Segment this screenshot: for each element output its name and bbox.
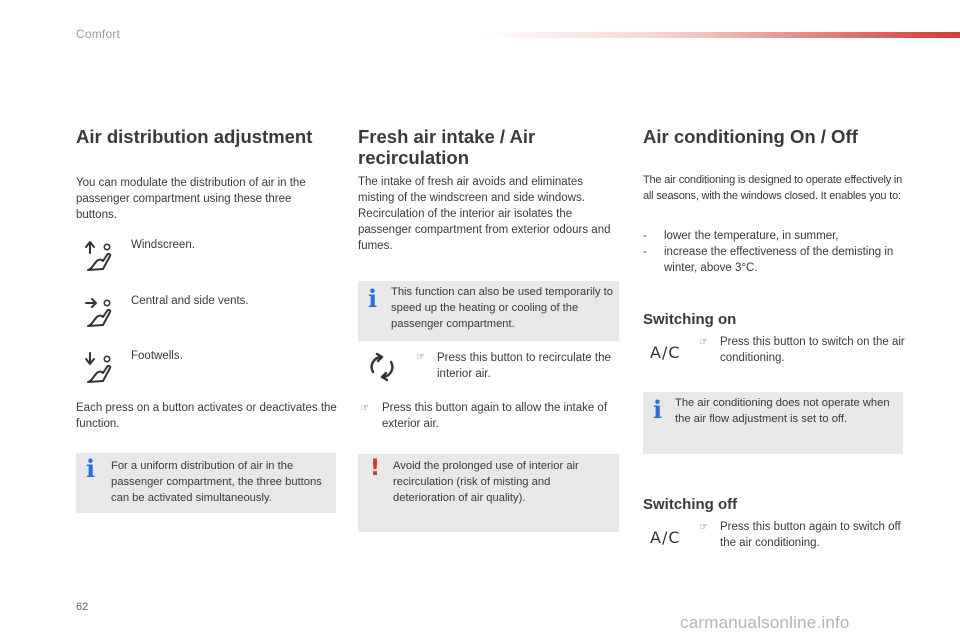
hand-pointer-icon: ☞: [416, 352, 425, 363]
fresh-air-title: [358, 126, 618, 168]
warning-note-box: [358, 454, 619, 532]
hand-pointer-icon: ☞: [699, 522, 708, 533]
hand-pointer-icon: ☞: [360, 403, 369, 414]
footwells-label: Footwells.: [131, 350, 183, 362]
windscreen-label: Windscreen.: [131, 239, 195, 251]
hand-pointer-icon: ☞: [699, 337, 708, 348]
info-icon: i: [653, 395, 663, 424]
list-item: - increase the effectiveness of the demisting in winter, above 3°C.: [643, 246, 894, 274]
air-conditioning-benefits-list: [643, 228, 907, 276]
air-distribution-title: Air distribution adjustment: [76, 126, 313, 147]
info-note-box: [76, 453, 336, 513]
fresh-air-intro: The intake of fresh air avoids and eliminates misting of the windscreen and side windows. Recirculation of the interior air isolates the passenger compartment from exterior odours and fumes.: [358, 176, 611, 252]
switching-off-text: Press this button again to switch off the air conditioning.: [720, 521, 901, 549]
info-note-box-2: [358, 281, 619, 341]
info-note-text-2: This function can also be used temporarily to speed up the heating or cooling of the passenger compartment.: [391, 286, 614, 330]
info-icon: i: [368, 284, 378, 313]
central-vents-label: Central and side vents.: [131, 295, 249, 307]
header-accent-bar: [480, 32, 960, 38]
switching-on-text: Press this button to switch on the air conditioning.: [720, 336, 905, 364]
fresh-air-title-line2: recirculation: [358, 147, 470, 168]
recirculation-button-icon: [367, 352, 397, 382]
recirculate-step: Press this button to recirculate the interior air.: [437, 352, 611, 380]
air-conditioning-intro: The air conditioning is designed to operate effectively in all seasons, with the windows closed. It enables you to:: [643, 174, 903, 202]
footwell-airflow-icon: [83, 350, 117, 386]
ac-button-icon: A/C: [650, 343, 681, 362]
windscreen-airflow-icon: [83, 238, 117, 274]
intake-step: Press this button again to allow the intake of exterior air.: [382, 402, 608, 430]
switching-on-title: Switching on: [643, 311, 737, 328]
section-label: Comfort: [76, 27, 121, 41]
info-icon: i: [86, 454, 96, 483]
page-number: 62: [76, 601, 89, 613]
switching-off-title: Switching off: [643, 496, 738, 513]
info-note-text-3: The air conditioning does not operate when the air flow adjustment is set to off.: [675, 397, 890, 425]
fresh-air-title-line1: Fresh air intake / Air: [358, 126, 536, 147]
info-note-text: For a uniform distribution of air in the passenger compartment, the three buttons can be activated simultaneously.: [111, 460, 322, 504]
list-item: - lower the temperature, in summer,: [643, 230, 839, 242]
ac-button-icon: A/C: [650, 528, 681, 547]
central-vents-airflow-icon: [83, 294, 117, 330]
air-distribution-intro: You can modulate the distribution of air in the passenger compartment using these three buttons.: [76, 177, 306, 221]
air-distribution-after: Each press on a button activates or deactivates the function.: [76, 402, 337, 430]
warning-note-text: Avoid the prolonged use of interior air recirculation (risk of misting and deterioration of air quality).: [393, 460, 579, 504]
warning-icon: !: [370, 456, 381, 481]
info-note-box-3: [643, 392, 903, 454]
footer-watermark: carmanualsonline.info: [680, 613, 850, 632]
air-conditioning-title: Air conditioning On / Off: [643, 126, 858, 147]
